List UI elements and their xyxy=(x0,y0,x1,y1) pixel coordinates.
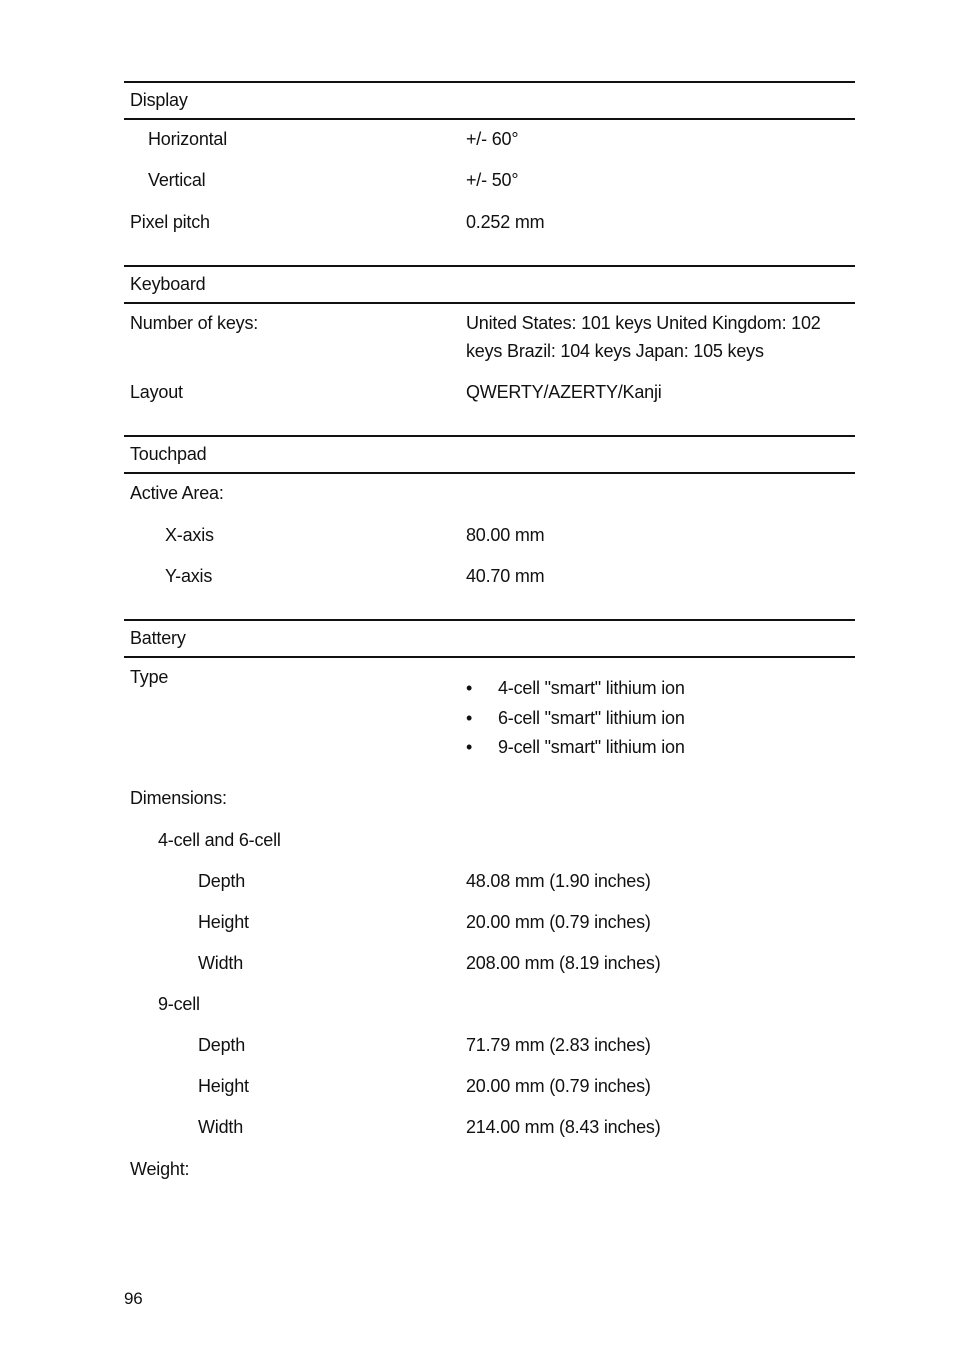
battery-type-text: 6-cell "smart" lithium ion xyxy=(498,707,685,728)
g1-depth-value: 48.08 mm (1.90 inches) xyxy=(466,871,651,891)
battery-heading: Battery xyxy=(130,628,186,648)
g1-height-label: Height xyxy=(198,912,249,932)
g1-width-label: Width xyxy=(198,953,244,973)
y-axis-value: 40.70 mm xyxy=(466,566,545,586)
horizontal-value: +/- 60° xyxy=(466,129,519,149)
display-heading: Display xyxy=(130,90,188,110)
horizontal-label: Horizontal xyxy=(148,129,228,149)
list-item xyxy=(466,707,685,737)
weight-label: Weight: xyxy=(130,1159,190,1179)
display-top-rule xyxy=(124,81,855,83)
keyboard-header-rule xyxy=(124,302,855,304)
battery-top-rule xyxy=(124,619,855,621)
y-axis-label: Y-axis xyxy=(165,566,213,586)
x-axis-label: X-axis xyxy=(165,525,214,545)
x-axis-value: 80.00 mm xyxy=(466,525,545,545)
active-area-label: Active Area: xyxy=(130,483,224,503)
vertical-label: Vertical xyxy=(148,170,206,190)
touchpad-top-rule xyxy=(124,435,855,437)
g1-depth-label: Depth xyxy=(198,871,246,891)
dimensions-label: Dimensions: xyxy=(130,788,227,808)
display-header-rule xyxy=(124,118,855,120)
bullet-icon: • xyxy=(466,737,473,757)
bullet-icon: • xyxy=(466,678,473,698)
g2-depth-value: 71.79 mm (2.83 inches) xyxy=(466,1035,651,1055)
list-item xyxy=(466,677,685,707)
keyboard-top-rule xyxy=(124,265,855,267)
bullet-icon: • xyxy=(466,707,473,728)
page-number: 96 xyxy=(124,1289,143,1308)
keyboard-heading: Keyboard xyxy=(130,274,206,294)
layout-label: Layout xyxy=(130,382,183,402)
vertical-value: +/- 50° xyxy=(466,170,519,190)
g1-width-value: 208.00 mm (8.19 inches) xyxy=(466,953,661,973)
group-4-6-cell-label: 4-cell and 6-cell xyxy=(158,830,281,850)
g1-height-value: 20.00 mm (0.79 inches) xyxy=(466,912,651,932)
g2-height-label: Height xyxy=(198,1076,249,1096)
number-of-keys-value: United States: 101 keys United Kingdom: 102 keys Brazil: 104 keys Japan: 105 keys xyxy=(466,313,821,361)
type-label: Type xyxy=(130,667,169,687)
layout-value: QWERTY/AZERTY/Kanji xyxy=(466,382,662,402)
pixel-pitch-value: 0.252 mm xyxy=(466,212,545,232)
number-of-keys-label: Number of keys: xyxy=(130,313,259,333)
g2-width-value: 214.00 mm (8.43 inches) xyxy=(466,1117,661,1137)
g2-depth-label: Depth xyxy=(198,1035,246,1055)
group-9-cell-label: 9-cell xyxy=(158,994,200,1014)
g2-width-label: Width xyxy=(198,1117,244,1137)
list-item xyxy=(466,736,685,766)
touchpad-header-rule xyxy=(124,472,855,474)
battery-header-rule xyxy=(124,656,855,658)
g2-height-value: 20.00 mm (0.79 inches) xyxy=(466,1076,651,1096)
pixel-pitch-label: Pixel pitch xyxy=(130,212,210,232)
battery-type-list xyxy=(466,677,685,766)
battery-type-text: 9-cell "smart" lithium ion xyxy=(498,737,685,757)
battery-type-text: 4-cell "smart" lithium ion xyxy=(498,678,685,698)
touchpad-heading: Touchpad xyxy=(130,444,207,464)
